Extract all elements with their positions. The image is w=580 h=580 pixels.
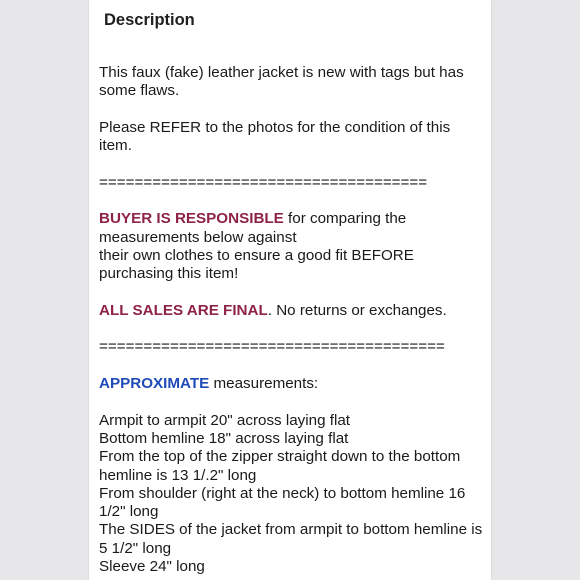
description-card xyxy=(89,0,491,580)
measurement-item: Sleeve 24" long xyxy=(99,558,205,576)
measurements-list xyxy=(99,412,484,577)
buyer-responsible-emphasis: BUYER IS RESPONSIBLE xyxy=(99,210,284,228)
refer-text: Please REFER to the photos for the condition of this item. xyxy=(99,118,451,155)
separator-line-1: ===================================== xyxy=(99,173,428,191)
approximate-text xyxy=(99,375,484,393)
sales-final-text xyxy=(99,302,484,320)
buyer-responsible-line-2: their own clothes to ensure a good fit BEFORE purchasing this item! xyxy=(99,246,414,283)
measurement-item: From the top of the zipper straight down to the bottom hemline is 13 1/.2" long xyxy=(99,448,461,484)
buyer-responsible-line-1: for comparing the measurements below against xyxy=(99,210,407,246)
measurement-item: Bottom hemline 18" across laying flat xyxy=(99,429,349,447)
approximate-rest: measurements: xyxy=(209,375,319,393)
measurement-item: From shoulder (right at the neck) to bottom hemline 16 1/2" long xyxy=(99,484,466,521)
description-body xyxy=(99,64,484,576)
description-heading: Description xyxy=(104,11,195,29)
sales-final-emphasis: ALL SALES ARE FINAL xyxy=(99,301,268,319)
separator-line-2: ======================================= xyxy=(99,338,445,356)
sales-final-rest: . No returns or exchanges. xyxy=(267,301,447,319)
measurement-item: The SIDES of the jacket from armpit to bottom hemline is 5 1/2" long xyxy=(99,521,483,557)
intro-text: This faux (fake) leather jacket is new with tags but has some flaws. xyxy=(99,64,464,100)
approximate-emphasis: APPROXIMATE xyxy=(99,375,210,393)
buyer-responsible-text xyxy=(99,210,484,283)
measurement-item: Armpit to armpit 20" across laying flat xyxy=(99,411,351,429)
